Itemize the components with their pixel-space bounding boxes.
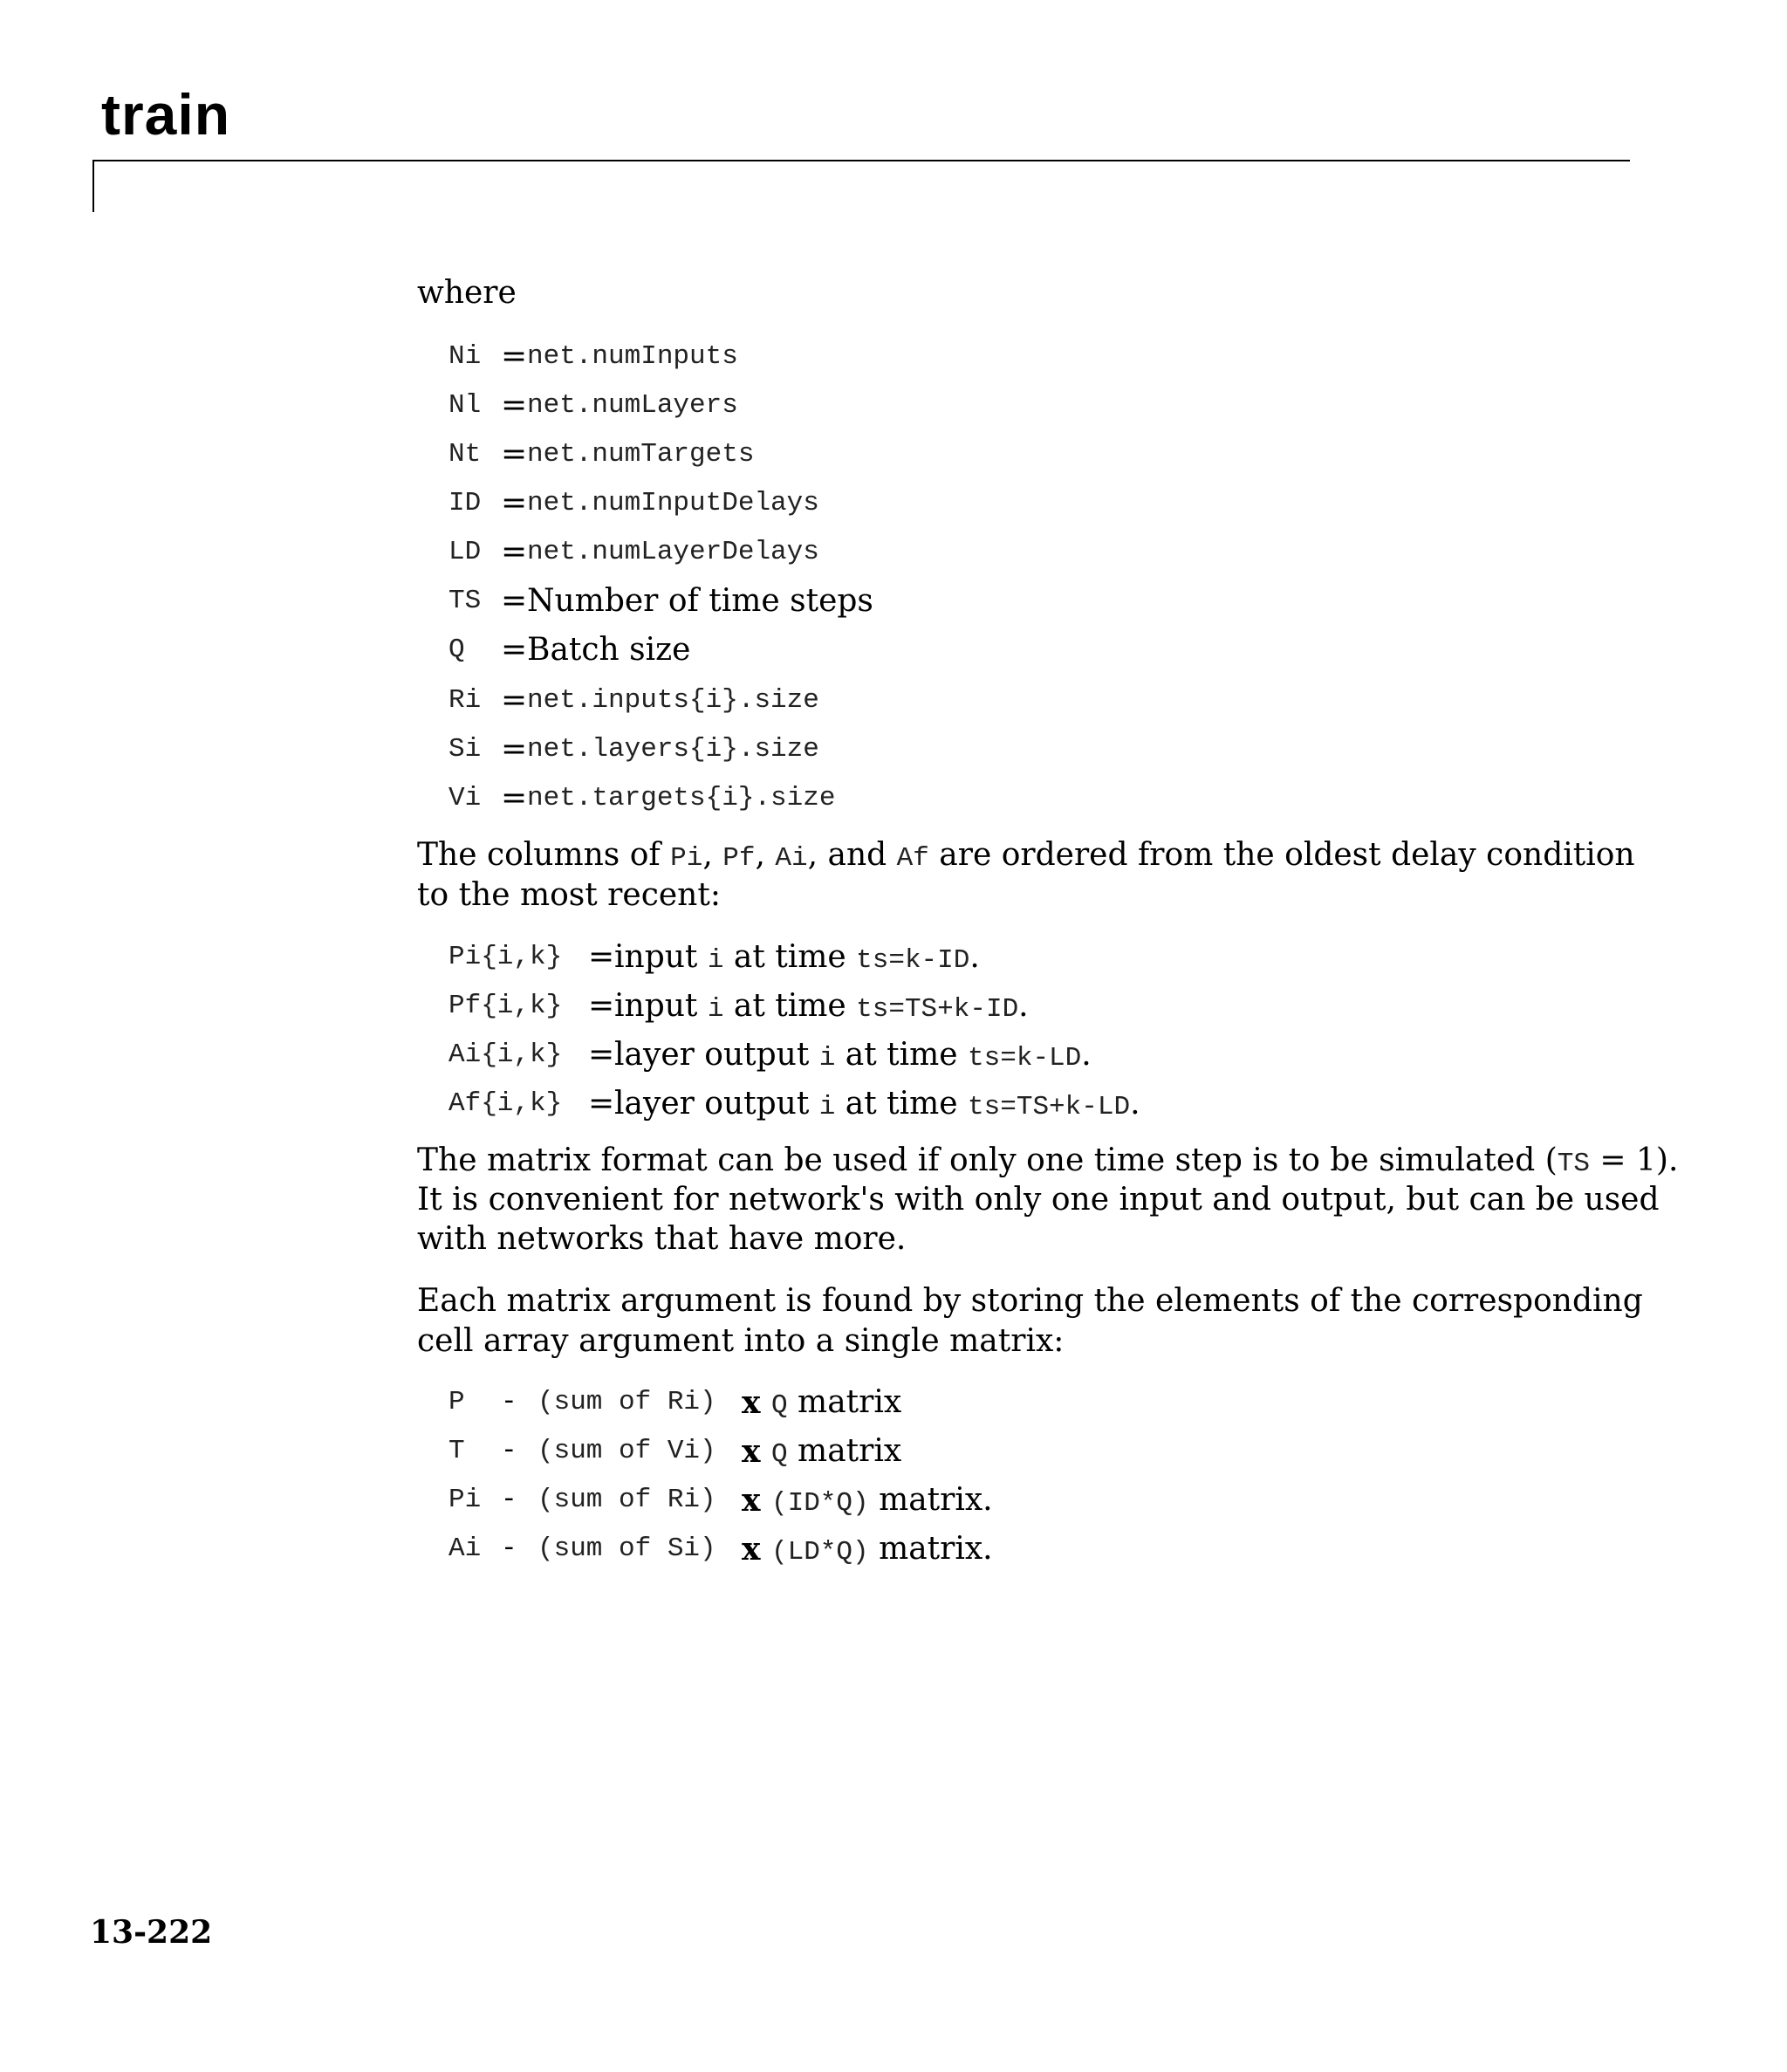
equals-sign: = [501,632,528,668]
definition-value: net.targets{i}.size [527,783,836,813]
equals-sign: = [501,583,528,619]
text: at time [835,1086,969,1122]
matrix-columns [771,1381,901,1428]
text: , [755,837,776,873]
text: are ordered from the oldest delay condition [928,837,1635,873]
code: ts=TS+k-LD [968,1092,1131,1122]
definition-symbol: Vi [448,783,482,813]
times-sign: x [742,1384,761,1421]
matrix-paragraph-line-2: It is convenient for network's with only one input and output, but can be used [417,1182,1660,1218]
text: input [614,988,708,1024]
code: Q [771,1390,788,1421]
columns-paragraph-line-2: to the most recent: [417,877,721,913]
equals-sign: = [501,388,528,423]
definition-value: net.numInputs [527,341,738,372]
text: layer output [614,1037,819,1073]
code: Pf [722,843,756,874]
text: matrix [787,1433,902,1469]
cell-symbol: Af{i,k} [448,1088,563,1119]
text: The columns of [417,837,671,873]
definition-symbol: Ni [448,341,482,372]
text: at time [723,988,857,1024]
text: . [1081,1037,1092,1073]
text: . [1018,988,1029,1024]
code: i [707,945,724,976]
equals-sign: = [588,1037,615,1073]
matrix-columns [771,1527,993,1575]
cell-description [614,936,980,983]
page-title: train [101,82,231,147]
code: Af [896,843,929,874]
definition-symbol: Q [448,635,465,665]
cell-symbol: Pf{i,k} [448,991,563,1021]
times-sign: x [742,1531,761,1568]
each-paragraph-line-2: cell array argument into a single matrix: [417,1323,1065,1359]
code: i [818,1043,836,1074]
code: i [707,994,724,1025]
cell-description [614,985,1029,1032]
equals-sign: = [501,780,528,816]
definition-value: net.numTargets [527,439,755,470]
code: Q [771,1439,788,1470]
equals-sign: = [501,485,528,521]
definition-symbol: Si [448,734,482,765]
text: input [614,939,708,975]
text: matrix [787,1384,902,1420]
code: Ai [775,843,808,874]
definition-symbol: TS [448,586,482,616]
header-rule-vertical [92,160,94,212]
equals-sign: = [588,1086,615,1122]
code: TS [1557,1149,1590,1179]
equals-sign: = [501,339,528,374]
cell-description [614,1033,1092,1081]
equals-sign: = [501,731,528,767]
code: i [818,1092,836,1122]
definition-value: net.numLayerDelays [527,537,819,567]
text: at time [835,1037,969,1073]
text: layer output [614,1086,819,1122]
definition-symbol: Ri [448,685,482,716]
definition-symbol: Nt [448,439,482,470]
code: ts=TS+k-ID [856,994,1019,1025]
matrix-symbol: T [448,1436,465,1466]
text: matrix. [868,1531,993,1567]
text: . [969,939,980,975]
text: The matrix format can be used if only one time step is to be simulated ( [417,1142,1558,1178]
definition-symbol: LD [448,537,482,567]
text: = 1). [1589,1142,1679,1178]
definition-value: Batch size [527,632,691,668]
dash: - [501,1485,517,1515]
code: Pi [670,843,703,874]
header-rule-horizontal [92,160,1630,161]
definition-symbol: ID [448,488,482,518]
dash: - [501,1533,517,1564]
equals-sign: = [588,988,615,1024]
text: , and [807,837,897,873]
code: (LD*Q) [771,1537,869,1568]
matrix-symbol: P [448,1387,465,1417]
text: , [702,837,723,873]
definition-symbol: Nl [448,390,482,421]
cell-symbol: Pi{i,k} [448,942,563,972]
definition-value: net.layers{i}.size [527,734,819,765]
definition-value: net.numInputDelays [527,488,819,518]
text: matrix. [868,1482,993,1518]
code: (ID*Q) [771,1488,869,1519]
text: . [1130,1086,1140,1122]
cell-description [614,1082,1140,1129]
matrix-rows: (sum of Ri) [537,1387,716,1417]
definition-value: net.numLayers [527,390,738,421]
text: at time [723,939,857,975]
where-label: where [417,275,517,311]
matrix-paragraph-line-3: with networks that have more. [417,1221,907,1257]
matrix-symbol: Ai [448,1533,482,1564]
times-sign: x [742,1433,761,1470]
matrix-columns [771,1430,901,1477]
dash: - [501,1436,517,1466]
equals-sign: = [501,436,528,472]
code: ts=k-ID [856,945,970,976]
matrix-symbol: Pi [448,1485,482,1515]
code: ts=k-LD [968,1043,1082,1074]
equals-sign: = [588,939,615,975]
columns-paragraph-line-1 [417,835,1635,879]
times-sign: x [742,1482,761,1519]
definition-value: Number of time steps [527,583,873,619]
definition-value: net.inputs{i}.size [527,685,819,716]
matrix-paragraph-line-1 [417,1141,1678,1184]
page-number: 13-222 [90,1914,213,1951]
matrix-columns [771,1479,993,1526]
cell-symbol: Ai{i,k} [448,1039,563,1070]
matrix-rows: (sum of Si) [537,1533,716,1564]
matrix-rows: (sum of Vi) [537,1436,716,1466]
dash: - [501,1387,517,1417]
each-paragraph-line-1: Each matrix argument is found by storing the elements of the corresponding [417,1283,1643,1319]
matrix-rows: (sum of Ri) [537,1485,716,1515]
equals-sign: = [501,534,528,570]
equals-sign: = [501,683,528,718]
